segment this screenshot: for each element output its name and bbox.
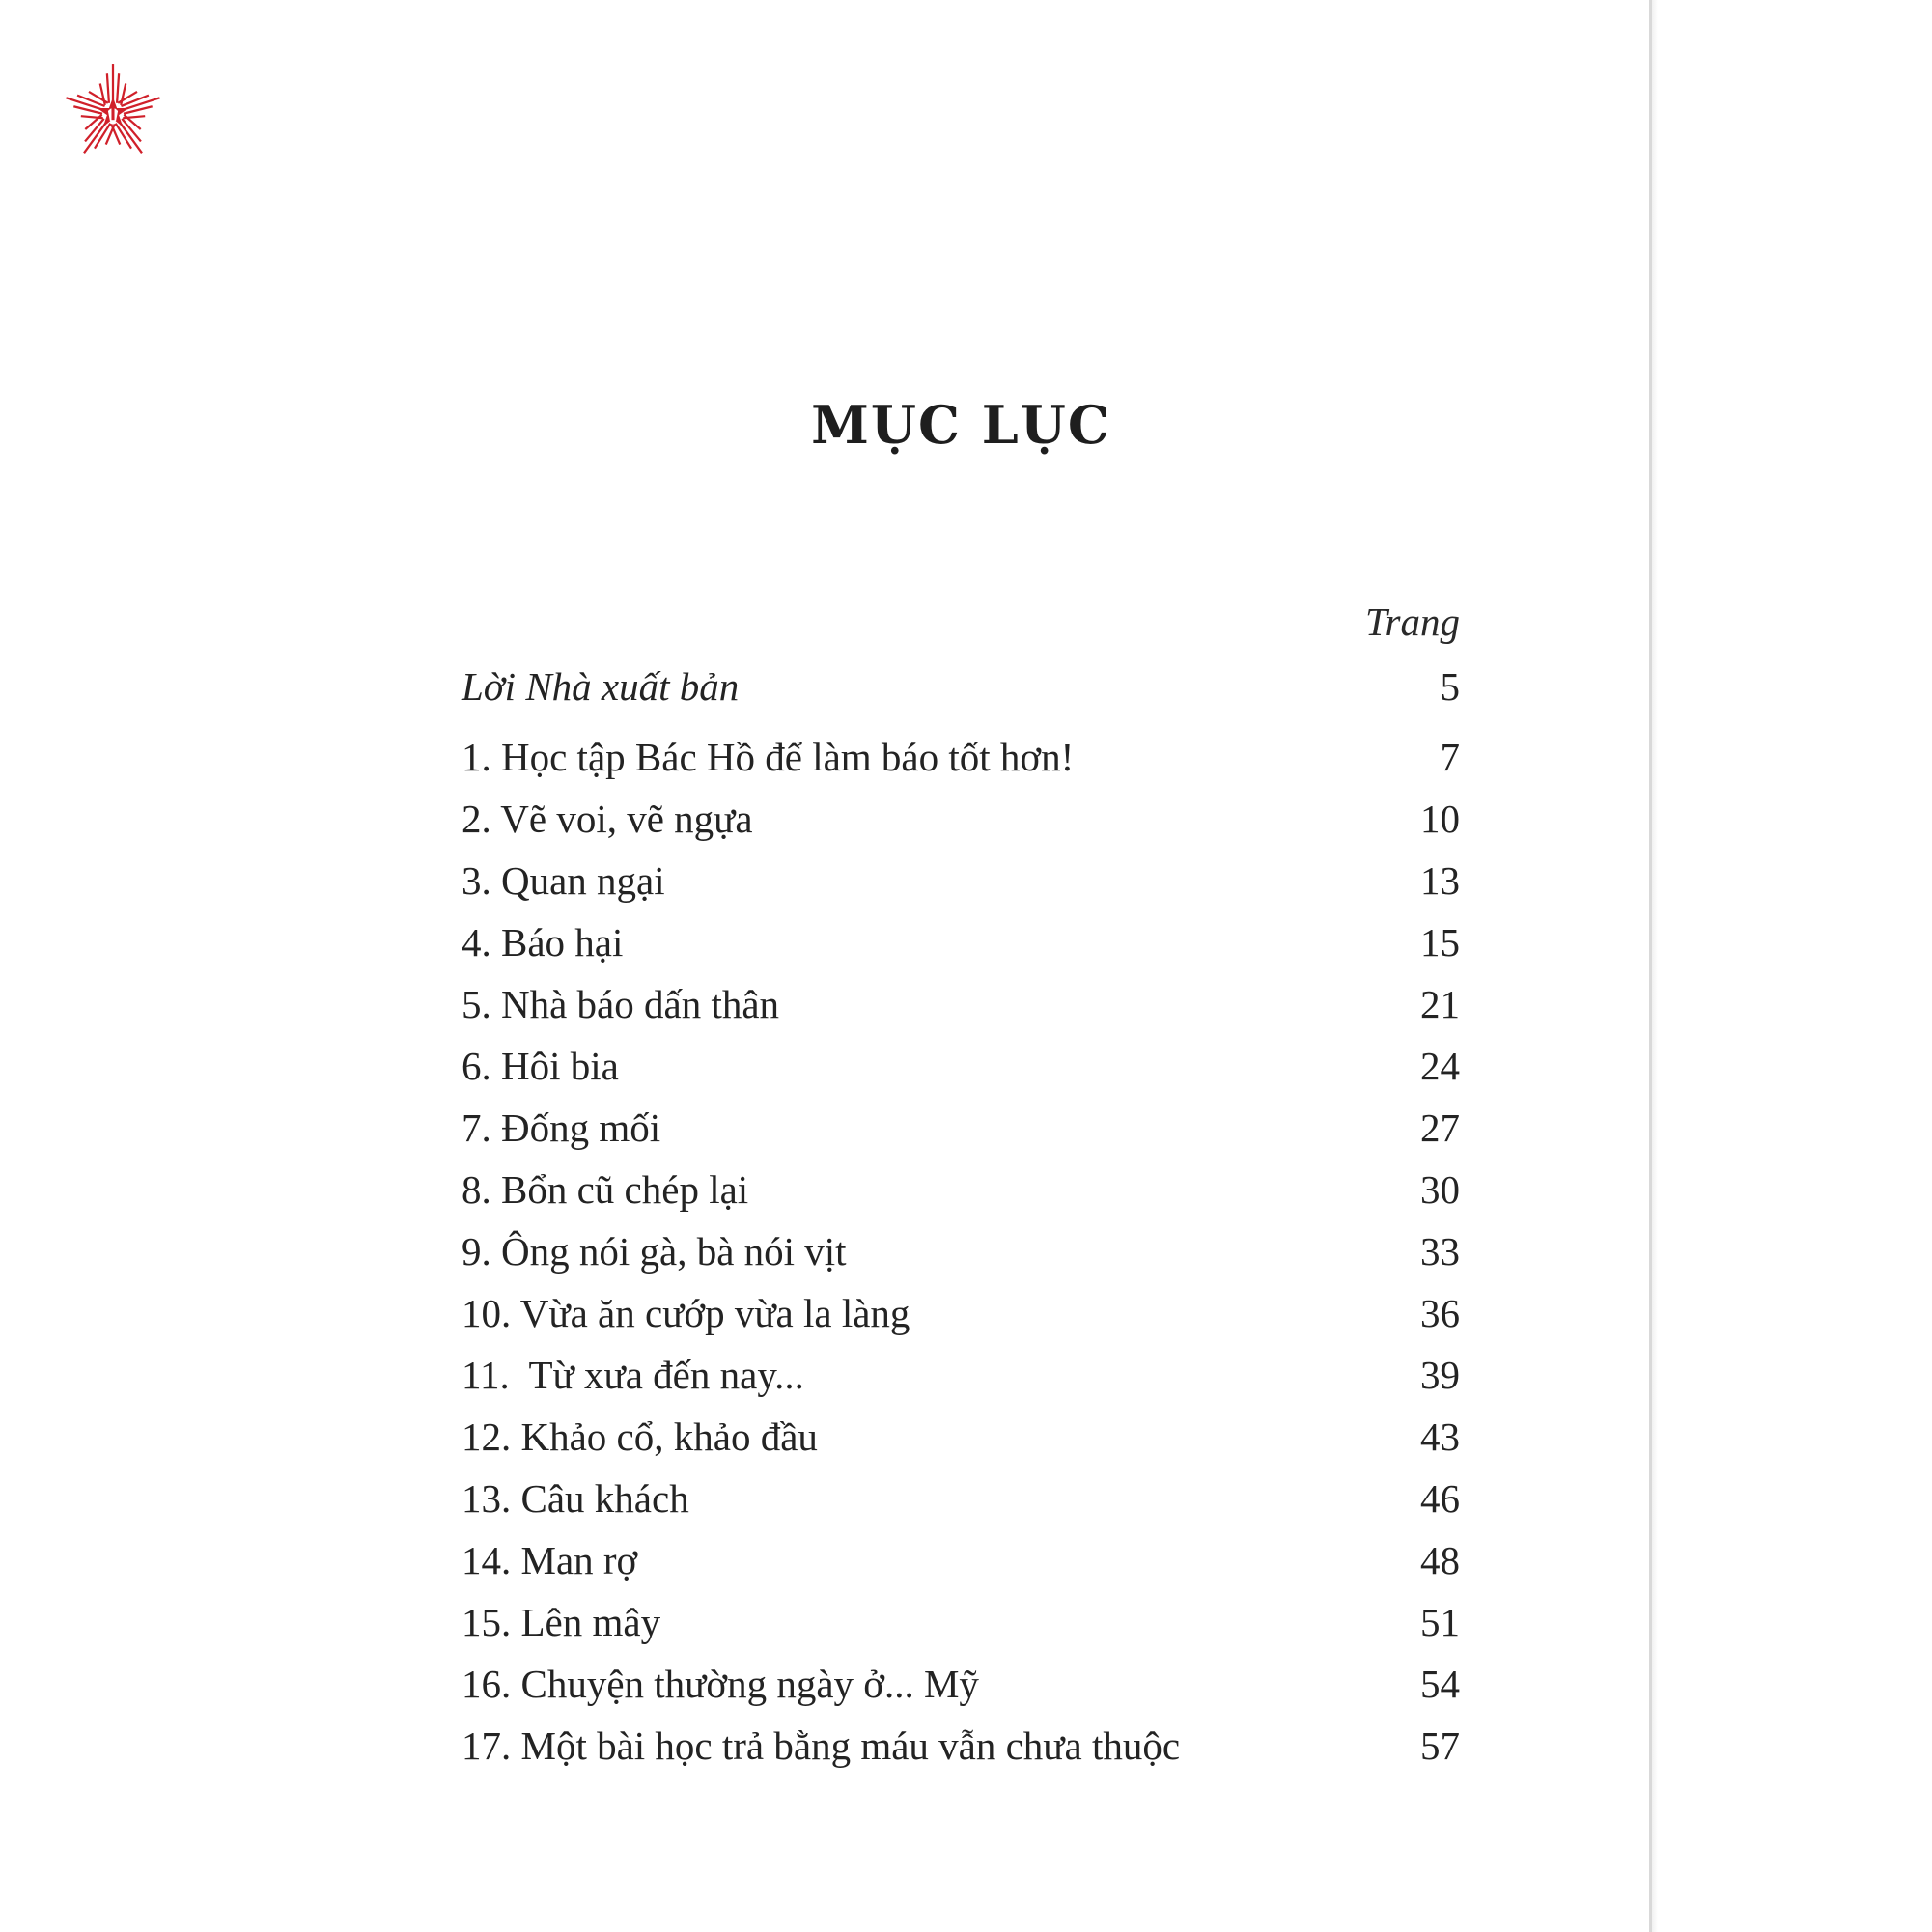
- toc-row-preface: [462, 653, 1460, 720]
- toc-entry-page: 21: [1420, 982, 1460, 1026]
- page-title: MỤC LỤC: [811, 394, 1111, 456]
- toc-entry-page: 13: [1420, 858, 1460, 903]
- toc-entry-page: 39: [1420, 1353, 1460, 1397]
- toc-row: [462, 973, 1460, 1035]
- toc-entry-title: 10. Vừa ăn cướp vừa la làng: [462, 1291, 910, 1335]
- toc-row: [462, 1591, 1460, 1653]
- toc-entry-title: 5. Nhà báo dấn thân: [462, 982, 780, 1026]
- toc-entry-page: 7: [1440, 735, 1460, 779]
- toc-entry-title: 17. Một bài học trả bằng máu vẫn chưa thuộc: [462, 1723, 1181, 1768]
- toc-row: [462, 788, 1460, 850]
- toc-entry-page: 24: [1420, 1044, 1460, 1088]
- toc-row: [462, 1282, 1460, 1344]
- toc-entry-title: 7. Đống mối: [462, 1106, 661, 1150]
- toc-row: [462, 1406, 1460, 1468]
- toc-entry-page: 54: [1420, 1662, 1460, 1706]
- page-column-label: Trang: [1365, 600, 1460, 644]
- toc-entry-title: 12. Khảo cổ, khảo đầu: [462, 1414, 818, 1459]
- toc-entry-page: 5: [1440, 664, 1460, 709]
- toc-entry-title: 11. Từ xưa đến nay...: [462, 1353, 804, 1397]
- toc-row: [462, 1035, 1460, 1097]
- table-of-contents: [462, 591, 1460, 1777]
- toc-entry-page: 51: [1420, 1600, 1460, 1644]
- toc-entry-title: 14. Man rợ: [462, 1538, 638, 1582]
- publisher-star-logo-icon: [64, 62, 162, 160]
- toc-entry-title: 9. Ông nói gà, bà nói vịt: [462, 1229, 847, 1274]
- toc-row: [462, 1097, 1460, 1159]
- toc-row: [462, 1529, 1460, 1591]
- toc-entry-title: 6. Hôi bia: [462, 1044, 619, 1088]
- toc-row: [462, 1715, 1460, 1777]
- toc-entry-page: 10: [1420, 797, 1460, 841]
- toc-entry-page: 33: [1420, 1229, 1460, 1274]
- toc-row: [462, 911, 1460, 973]
- toc-row: [462, 1468, 1460, 1529]
- toc-entry-page: 46: [1420, 1476, 1460, 1521]
- toc-entry-title: 2. Vẽ voi, vẽ ngựa: [462, 797, 753, 841]
- toc-row: [462, 726, 1460, 788]
- toc-row: [462, 1344, 1460, 1406]
- toc-entry-page: 27: [1420, 1106, 1460, 1150]
- page-edge-shadow: [1652, 0, 1658, 1932]
- toc-row: [462, 1653, 1460, 1715]
- toc-entry-page: 43: [1420, 1414, 1460, 1459]
- toc-entry-title: 1. Học tập Bác Hồ để làm báo tốt hơn!: [462, 735, 1075, 779]
- toc-entry-title: 13. Câu khách: [462, 1476, 689, 1521]
- toc-row: [462, 1220, 1460, 1282]
- toc-row: [462, 1159, 1460, 1220]
- toc-entry-title: Lời Nhà xuất bản: [462, 664, 740, 709]
- toc-entry-title: 8. Bổn cũ chép lại: [462, 1167, 749, 1212]
- toc-entry-title: 16. Chuyện thường ngày ở... Mỹ: [462, 1662, 979, 1706]
- toc-entry-page: 30: [1420, 1167, 1460, 1212]
- toc-entry-page: 48: [1420, 1538, 1460, 1582]
- toc-entry-title: 15. Lên mây: [462, 1600, 661, 1644]
- toc-row: [462, 850, 1460, 911]
- toc-entry-page: 36: [1420, 1291, 1460, 1335]
- toc-entry-title: 3. Quan ngại: [462, 858, 665, 903]
- toc-entry-page: 15: [1420, 920, 1460, 965]
- toc-entry-title: 4. Báo hại: [462, 920, 624, 965]
- toc-entry-page: 57: [1420, 1723, 1460, 1768]
